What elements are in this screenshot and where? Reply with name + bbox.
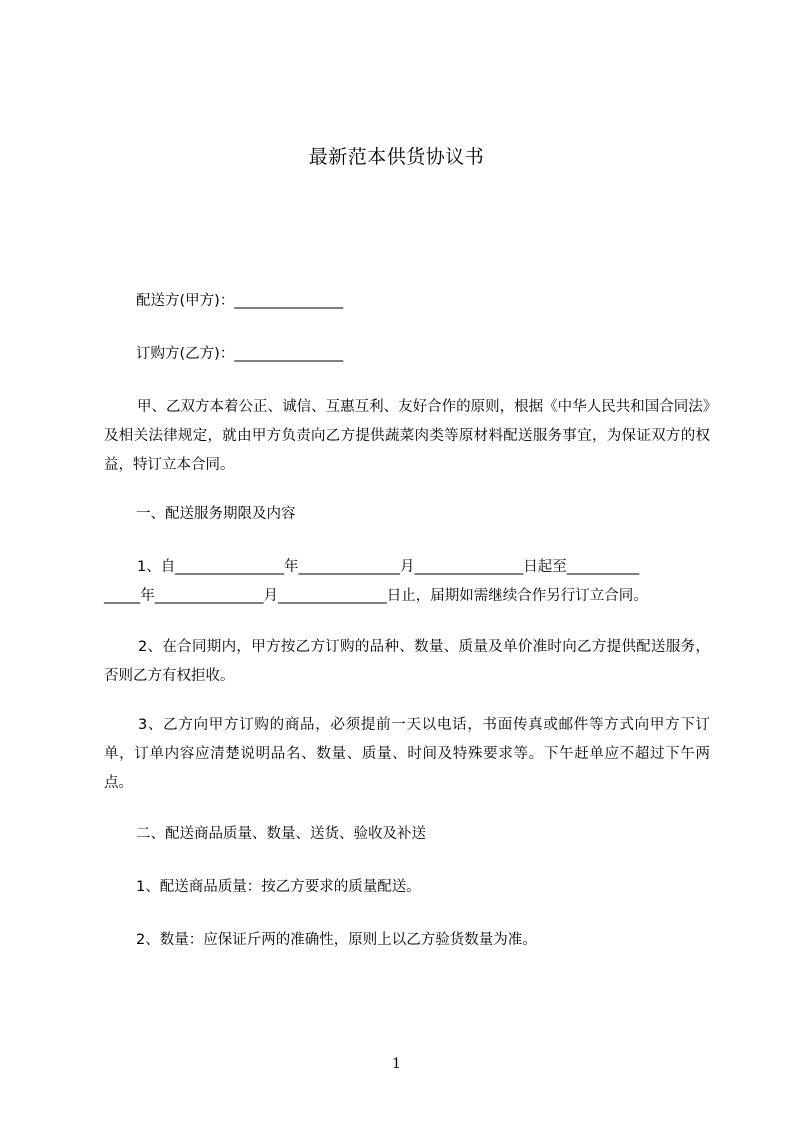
clause-2-1: 1、配送商品质量：按乙方要求的质量配送。 — [136, 879, 421, 895]
page-number: 1 — [392, 1056, 401, 1072]
clause-1-1-line-1: 1、自_______________年______________月_______________日起至__________ — [137, 559, 640, 575]
party-a-line: 配送方(甲方)：_______________ — [136, 293, 344, 309]
section-2-heading: 二、配送商品质量、数量、送货、验收及补送 — [136, 826, 426, 842]
document-title: 最新范本供货协议书 — [308, 146, 485, 168]
clause-2-2: 2、数量：应保证斤两的准确性，原则上以乙方验货数量为准。 — [136, 932, 537, 948]
clause-1-3: 3、乙方向甲方订购的商品，必须提前一天以电话，书面传真或邮件等方式向甲方下订单，订单内容应清楚说明品名、数量、质量、时间及特殊要求等。下午赶单应不超过下午两点。 — [104, 717, 710, 791]
clause-1-2: 2、在合同期内，甲方按乙方订购的品种、数量、质量及单价准时向乙方提供配送服务，否则乙方有权拒收。 — [104, 639, 710, 684]
clause-1-1-line-2: _____年_______________月_______________日止，届期如需继续合作另行订立合同。 — [104, 588, 648, 604]
intro-paragraph: 甲、乙双方本着公正、诚信、互惠互利、友好合作的原则，根据《中华人民共和国合同法》及相关法律规定，就由甲方负责向乙方提供蔬菜肉类等原材料配送服务事宜，为保证双方的权益，特订立本合同。 — [104, 399, 710, 473]
section-1-heading: 一、配送服务期限及内容 — [136, 506, 296, 522]
party-b-line: 订购方(乙方)：_______________ — [136, 346, 344, 362]
